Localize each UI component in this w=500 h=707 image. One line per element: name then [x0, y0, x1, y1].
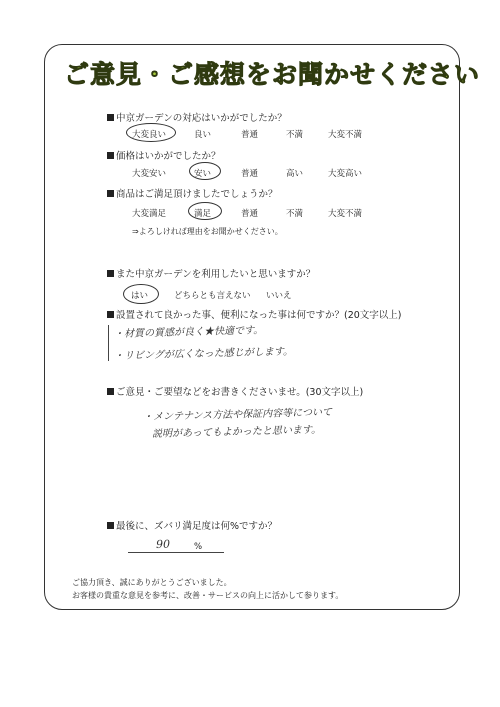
bullet-square-icon [107, 388, 114, 395]
question-6-text: ご意見・ご要望などをお書きくださいませ。(30文字以上) [116, 387, 364, 398]
q2-option-very-expensive: 大変高い [328, 169, 363, 179]
q4-answer-circle [123, 284, 159, 304]
question-2-text: 価格はいかがでしたか？ [116, 151, 221, 162]
q1-answer-circle [126, 123, 176, 142]
q1-option-very-good: 大変良い [132, 130, 167, 140]
footer-note: お客様の貴重な意見を参考に、改善・サービスの向上に活かして参ります。 [72, 591, 344, 600]
q2-option-normal: 普通 [241, 169, 259, 179]
q3-answer-circle [188, 202, 222, 220]
q3-option-satisfied: 満足 [194, 209, 212, 219]
question-1 [107, 110, 287, 124]
q3-option-very-dissatisfied: 大変不満 [328, 209, 363, 219]
survey-title: ご意見・ご感想をお聞かせください [64, 60, 481, 89]
question-2 [107, 148, 221, 162]
q5-answer-line-1: ・材質の質感が良く★快適です。 [113, 325, 264, 340]
satisfaction-value: 90 [155, 537, 171, 551]
question-5 [107, 307, 402, 321]
q6-answer-line-2: 説明があってもよかったと思います。 [151, 424, 322, 440]
question-6 [107, 384, 363, 398]
question-3-text: 商品はご満足頂けましたでしょうか？ [116, 189, 278, 200]
q2-option-cheap: 安い [194, 169, 212, 179]
q2-option-very-cheap: 大変安い [132, 169, 167, 179]
bullet-square-icon [107, 270, 114, 277]
q2-option-expensive: 高い [286, 169, 304, 179]
handwritten-bracket-mark [108, 325, 109, 361]
question-7 [107, 518, 277, 532]
question-5-text: 設置されて良かった事、便利になった事は何ですか？(20文字以上) [116, 310, 402, 321]
question-4 [107, 266, 315, 280]
q3-option-dissatisfied: 不満 [286, 209, 304, 219]
q1-option-normal: 普通 [241, 130, 259, 140]
q1-option-dissatisfied: 不満 [286, 130, 304, 140]
q1-option-good: 良い [194, 130, 212, 140]
satisfaction-percent-unit: % [194, 542, 203, 552]
question-1-text: 中京ガーデンの対応はいかがでしたか？ [116, 113, 287, 124]
question-4-text: また中京ガーデンを利用したいと思いますか？ [116, 269, 316, 280]
q3-option-very-satisfied: 大変満足 [132, 209, 167, 219]
q1-option-very-dissatisfied: 大変不満 [328, 130, 363, 140]
bullet-square-icon [107, 152, 114, 159]
footer-thanks: ご協力頂き、誠にありがとうございました。 [72, 578, 232, 587]
q3-reason-prompt: ⇒よろしければ理由をお聞かせください。 [132, 227, 283, 236]
q6-answer-line-1: ・メンテナンス方法や保証内容等について [142, 407, 333, 423]
q4-option-neither: どちらとも言えない [174, 291, 251, 301]
bullet-square-icon [107, 114, 114, 121]
bullet-square-icon [107, 311, 114, 318]
q4-option-yes: はい [131, 291, 149, 301]
question-7-text: 最後に、ズバリ満足度は何%ですか？ [116, 521, 278, 532]
bullet-square-icon [107, 190, 114, 197]
q3-option-normal: 普通 [241, 209, 259, 219]
bullet-square-icon [107, 522, 114, 529]
satisfaction-answer-underline [128, 552, 224, 553]
q5-answer-line-2: ・リビングが広くなった感じがします。 [113, 346, 294, 362]
question-3 [107, 186, 278, 200]
q4-option-no: いいえ [266, 291, 292, 301]
q2-answer-circle [189, 162, 221, 180]
